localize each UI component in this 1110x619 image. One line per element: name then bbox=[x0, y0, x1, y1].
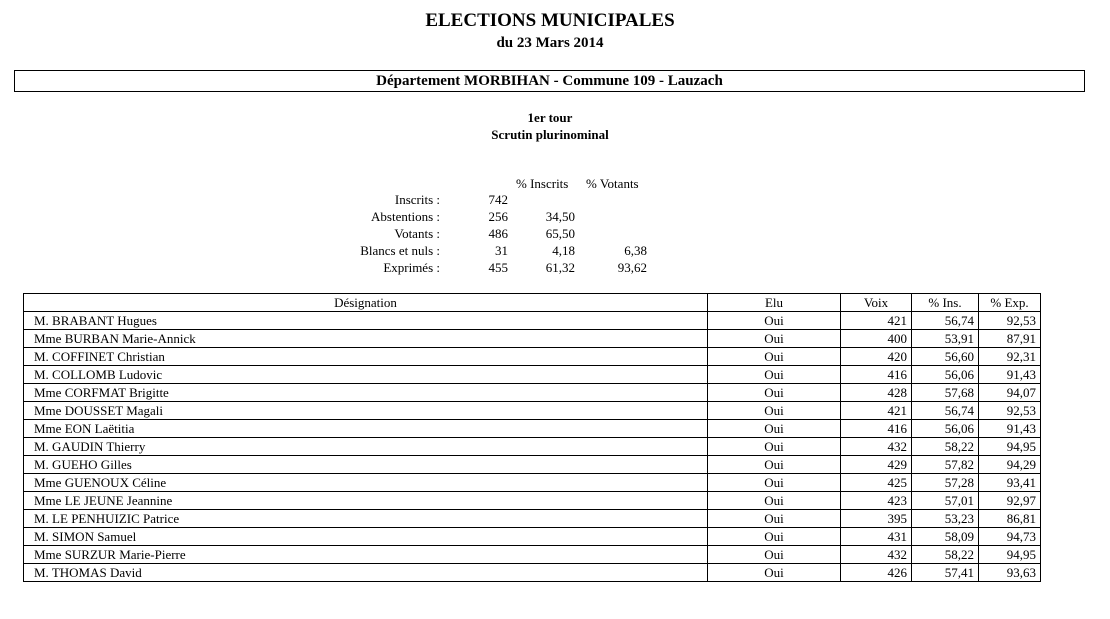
table-row bbox=[24, 456, 1041, 474]
stat-label: Abstentions : bbox=[371, 209, 440, 224]
pct-exprimes: 93,63 bbox=[979, 564, 1041, 582]
pct-inscrits: 57,68 bbox=[912, 384, 979, 402]
candidate-name: Mme LE JEUNE Jeannine bbox=[24, 492, 708, 510]
stat-pct-inscrits: 61,32 bbox=[545, 260, 575, 275]
pct-inscrits: 58,22 bbox=[912, 438, 979, 456]
vote-count: 432 bbox=[841, 546, 912, 564]
candidate-name: Mme DOUSSET Magali bbox=[24, 402, 708, 420]
vote-count: 429 bbox=[841, 456, 912, 474]
pct-inscrits: 56,74 bbox=[912, 402, 979, 420]
stat-pct-inscrits: 34,50 bbox=[545, 209, 575, 224]
table-row bbox=[24, 312, 1041, 330]
stat-pct-inscrits: 65,50 bbox=[545, 226, 575, 241]
pct-inscrits: 53,23 bbox=[912, 510, 979, 528]
candidate-name: M. COLLOMB Ludovic bbox=[24, 366, 708, 384]
pct-exprimes: 92,31 bbox=[979, 348, 1041, 366]
stat-label: Exprimés : bbox=[383, 260, 440, 275]
elected-status: Oui bbox=[708, 366, 841, 384]
pct-exprimes: 92,97 bbox=[979, 492, 1041, 510]
elected-status: Oui bbox=[708, 456, 841, 474]
stat-count: 486 bbox=[488, 226, 508, 241]
candidate-name: Mme SURZUR Marie-Pierre bbox=[24, 546, 708, 564]
vote-count: 400 bbox=[841, 330, 912, 348]
table-row bbox=[24, 474, 1041, 492]
vote-count: 421 bbox=[841, 402, 912, 420]
table-row bbox=[24, 510, 1041, 528]
vote-count: 425 bbox=[841, 474, 912, 492]
elected-status: Oui bbox=[708, 384, 841, 402]
stat-pct-inscrits: 4,18 bbox=[552, 243, 575, 258]
stat-count: 742 bbox=[488, 192, 508, 207]
col-header-pct-inscrits: % Inscrits bbox=[516, 176, 569, 191]
pct-inscrits: 56,74 bbox=[912, 312, 979, 330]
table-row bbox=[24, 492, 1041, 510]
candidate-name: Mme GUENOUX Céline bbox=[24, 474, 708, 492]
results-header-row bbox=[24, 294, 1041, 312]
results-table bbox=[23, 293, 1041, 582]
candidate-name: M. GUEHO Gilles bbox=[24, 456, 708, 474]
stat-pct-votants: 93,62 bbox=[617, 260, 647, 275]
stat-count: 256 bbox=[488, 209, 508, 224]
candidate-name: Mme CORFMAT Brigitte bbox=[24, 384, 708, 402]
pct-exprimes: 87,91 bbox=[979, 330, 1041, 348]
candidate-name: M. THOMAS David bbox=[24, 564, 708, 582]
vote-count: 432 bbox=[841, 438, 912, 456]
table-row bbox=[24, 402, 1041, 420]
vote-count: 420 bbox=[841, 348, 912, 366]
header-voix: Voix bbox=[841, 294, 912, 312]
stat-count: 455 bbox=[488, 260, 508, 275]
pct-exprimes: 94,95 bbox=[979, 546, 1041, 564]
round-label: 1er tour bbox=[527, 110, 573, 125]
pct-exprimes: 94,29 bbox=[979, 456, 1041, 474]
elected-status: Oui bbox=[708, 474, 841, 492]
pct-exprimes: 93,41 bbox=[979, 474, 1041, 492]
table-row bbox=[24, 348, 1041, 366]
table-row bbox=[24, 330, 1041, 348]
stat-label: Votants : bbox=[394, 226, 440, 241]
election-date: du 23 Mars 2014 bbox=[496, 35, 604, 51]
pct-exprimes: 94,73 bbox=[979, 528, 1041, 546]
table-row bbox=[24, 546, 1041, 564]
elected-status: Oui bbox=[708, 564, 841, 582]
stat-label: Inscrits : bbox=[394, 192, 440, 207]
department-banner: Département MORBIHAN - Commune 109 - Lauzach bbox=[14, 70, 1085, 92]
elected-status: Oui bbox=[708, 438, 841, 456]
header-pct-exp: % Exp. bbox=[979, 294, 1041, 312]
candidate-name: Mme EON Laëtitia bbox=[24, 420, 708, 438]
vote-count: 421 bbox=[841, 312, 912, 330]
vote-count: 428 bbox=[841, 384, 912, 402]
pct-inscrits: 58,22 bbox=[912, 546, 979, 564]
table-row bbox=[24, 420, 1041, 438]
pct-exprimes: 92,53 bbox=[979, 312, 1041, 330]
col-header-pct-votants: % Votants bbox=[586, 176, 639, 191]
vote-count: 426 bbox=[841, 564, 912, 582]
pct-inscrits: 56,60 bbox=[912, 348, 979, 366]
pct-inscrits: 57,41 bbox=[912, 564, 979, 582]
elected-status: Oui bbox=[708, 420, 841, 438]
candidate-name: M. COFFINET Christian bbox=[24, 348, 708, 366]
stat-pct-votants: 6,38 bbox=[624, 243, 647, 258]
candidate-name: M. SIMON Samuel bbox=[24, 528, 708, 546]
elected-status: Oui bbox=[708, 402, 841, 420]
pct-exprimes: 94,07 bbox=[979, 384, 1041, 402]
stat-label: Blancs et nuls : bbox=[360, 243, 440, 258]
pct-inscrits: 53,91 bbox=[912, 330, 979, 348]
table-row bbox=[24, 366, 1041, 384]
header-pct-ins: % Ins. bbox=[912, 294, 979, 312]
vote-count: 423 bbox=[841, 492, 912, 510]
elected-status: Oui bbox=[708, 546, 841, 564]
pct-exprimes: 91,43 bbox=[979, 366, 1041, 384]
elected-status: Oui bbox=[708, 312, 841, 330]
stat-count: 31 bbox=[495, 243, 508, 258]
vote-count: 416 bbox=[841, 420, 912, 438]
pct-inscrits: 58,09 bbox=[912, 528, 979, 546]
pct-inscrits: 56,06 bbox=[912, 366, 979, 384]
header-designation: Désignation bbox=[24, 294, 708, 312]
candidate-name: M. GAUDIN Thierry bbox=[24, 438, 708, 456]
scrutin-label: Scrutin plurinominal bbox=[491, 127, 609, 142]
elected-status: Oui bbox=[708, 330, 841, 348]
candidate-name: M. LE PENHUIZIC Patrice bbox=[24, 510, 708, 528]
candidate-name: Mme BURBAN Marie-Annick bbox=[24, 330, 708, 348]
header-elu: Elu bbox=[708, 294, 841, 312]
page-title: ELECTIONS MUNICIPALES bbox=[425, 10, 675, 31]
elected-status: Oui bbox=[708, 492, 841, 510]
pct-exprimes: 86,81 bbox=[979, 510, 1041, 528]
pct-inscrits: 57,82 bbox=[912, 456, 979, 474]
vote-count: 395 bbox=[841, 510, 912, 528]
table-row bbox=[24, 528, 1041, 546]
table-row bbox=[24, 564, 1041, 582]
vote-count: 416 bbox=[841, 366, 912, 384]
pct-inscrits: 56,06 bbox=[912, 420, 979, 438]
candidate-name: M. BRABANT Hugues bbox=[24, 312, 708, 330]
pct-inscrits: 57,28 bbox=[912, 474, 979, 492]
pct-inscrits: 57,01 bbox=[912, 492, 979, 510]
table-row bbox=[24, 438, 1041, 456]
table-row bbox=[24, 384, 1041, 402]
elected-status: Oui bbox=[708, 348, 841, 366]
pct-exprimes: 91,43 bbox=[979, 420, 1041, 438]
pct-exprimes: 94,95 bbox=[979, 438, 1041, 456]
vote-count: 431 bbox=[841, 528, 912, 546]
elected-status: Oui bbox=[708, 528, 841, 546]
elected-status: Oui bbox=[708, 510, 841, 528]
pct-exprimes: 92,53 bbox=[979, 402, 1041, 420]
